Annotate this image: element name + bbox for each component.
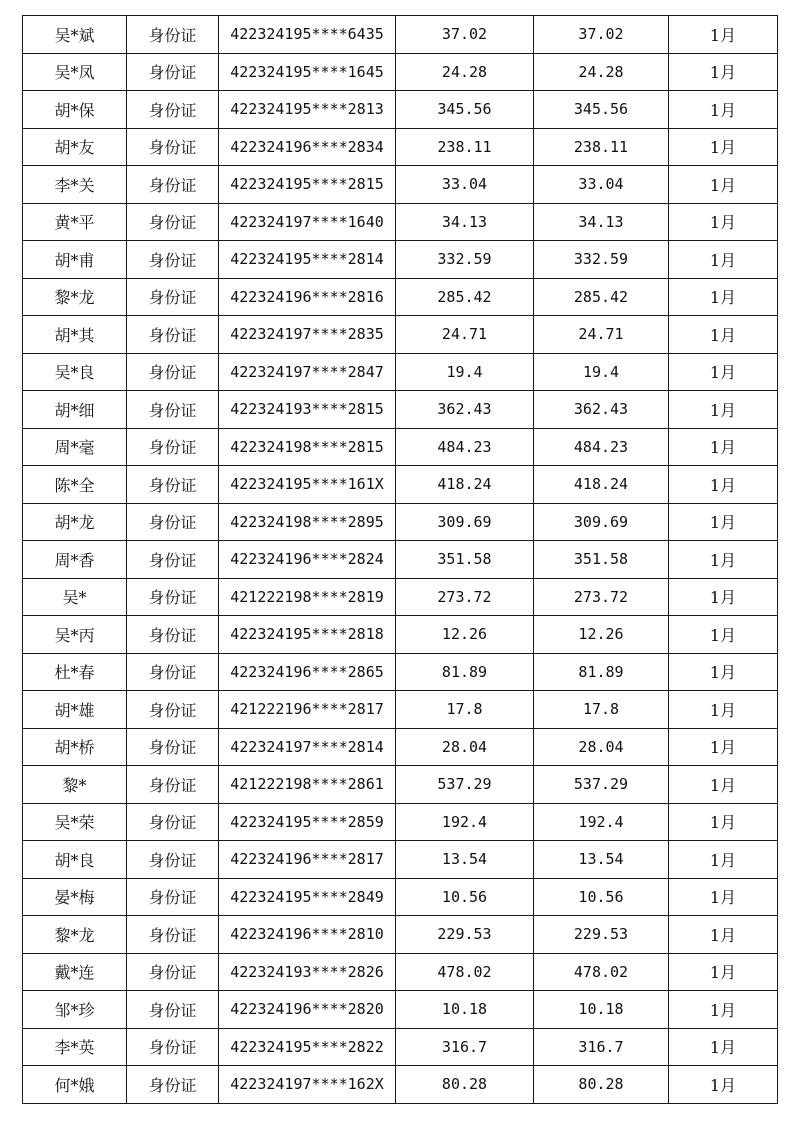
month-cell: 1月 <box>669 653 778 691</box>
table-row <box>23 53 778 91</box>
person-name-cell: 李*英 <box>23 1028 127 1066</box>
id-type-cell: 身份证 <box>127 128 219 166</box>
id-type-cell: 身份证 <box>127 466 219 504</box>
amount-paid-cell: 37.02 <box>534 16 669 54</box>
amount-cell: 285.42 <box>396 278 534 316</box>
amount-cell: 537.29 <box>396 766 534 804</box>
month-cell: 1月 <box>669 616 778 654</box>
person-name-cell: 周*毫 <box>23 428 127 466</box>
person-name-cell: 胡*细 <box>23 391 127 429</box>
id-type-cell: 身份证 <box>127 1028 219 1066</box>
month-cell: 1月 <box>669 691 778 729</box>
person-name-cell: 吴* <box>23 578 127 616</box>
id-number-cell: 422324195****1645 <box>219 53 396 91</box>
table-row <box>23 803 778 841</box>
month-cell: 1月 <box>669 916 778 954</box>
amount-cell: 332.59 <box>396 241 534 279</box>
amount-cell: 229.53 <box>396 916 534 954</box>
person-name-cell: 邹*珍 <box>23 991 127 1029</box>
table-row <box>23 916 778 954</box>
roster-table-body <box>23 16 778 1104</box>
person-name-cell: 胡*友 <box>23 128 127 166</box>
amount-cell: 362.43 <box>396 391 534 429</box>
id-type-cell: 身份证 <box>127 691 219 729</box>
month-cell: 1月 <box>669 128 778 166</box>
amount-cell: 238.11 <box>396 128 534 166</box>
table-row <box>23 203 778 241</box>
month-cell: 1月 <box>669 391 778 429</box>
table-row <box>23 241 778 279</box>
amount-paid-cell: 10.56 <box>534 878 669 916</box>
table-row <box>23 503 778 541</box>
id-type-cell: 身份证 <box>127 428 219 466</box>
table-row <box>23 691 778 729</box>
amount-paid-cell: 24.28 <box>534 53 669 91</box>
id-type-cell: 身份证 <box>127 278 219 316</box>
id-type-cell: 身份证 <box>127 841 219 879</box>
amount-paid-cell: 33.04 <box>534 166 669 204</box>
id-type-cell: 身份证 <box>127 653 219 691</box>
id-number-cell: 422324197****2814 <box>219 728 396 766</box>
id-number-cell: 422324195****2849 <box>219 878 396 916</box>
amount-paid-cell: 537.29 <box>534 766 669 804</box>
id-type-cell: 身份证 <box>127 391 219 429</box>
amount-cell: 10.56 <box>396 878 534 916</box>
id-type-cell: 身份证 <box>127 616 219 654</box>
table-row <box>23 728 778 766</box>
month-cell: 1月 <box>669 353 778 391</box>
table-row <box>23 578 778 616</box>
person-name-cell: 吴*良 <box>23 353 127 391</box>
month-cell: 1月 <box>669 466 778 504</box>
person-name-cell: 周*香 <box>23 541 127 579</box>
id-type-cell: 身份证 <box>127 953 219 991</box>
amount-cell: 37.02 <box>396 16 534 54</box>
id-number-cell: 422324196****2820 <box>219 991 396 1029</box>
id-number-cell: 422324193****2826 <box>219 953 396 991</box>
person-name-cell: 何*娥 <box>23 1066 127 1104</box>
id-number-cell: 422324196****2816 <box>219 278 396 316</box>
amount-paid-cell: 28.04 <box>534 728 669 766</box>
id-type-cell: 身份证 <box>127 91 219 129</box>
table-row <box>23 841 778 879</box>
id-number-cell: 422324195****2859 <box>219 803 396 841</box>
amount-cell: 33.04 <box>396 166 534 204</box>
id-type-cell: 身份证 <box>127 16 219 54</box>
person-name-cell: 黄*平 <box>23 203 127 241</box>
amount-paid-cell: 418.24 <box>534 466 669 504</box>
id-type-cell: 身份证 <box>127 803 219 841</box>
month-cell: 1月 <box>669 53 778 91</box>
id-number-cell: 422324196****2810 <box>219 916 396 954</box>
id-type-cell: 身份证 <box>127 353 219 391</box>
amount-cell: 309.69 <box>396 503 534 541</box>
amount-paid-cell: 19.4 <box>534 353 669 391</box>
amount-cell: 28.04 <box>396 728 534 766</box>
month-cell: 1月 <box>669 503 778 541</box>
table-row <box>23 428 778 466</box>
table-row <box>23 466 778 504</box>
month-cell: 1月 <box>669 91 778 129</box>
month-cell: 1月 <box>669 241 778 279</box>
table-row <box>23 953 778 991</box>
id-number-cell: 421222196****2817 <box>219 691 396 729</box>
table-row <box>23 1028 778 1066</box>
amount-paid-cell: 332.59 <box>534 241 669 279</box>
amount-paid-cell: 12.26 <box>534 616 669 654</box>
roster-table <box>22 15 778 1104</box>
amount-cell: 418.24 <box>396 466 534 504</box>
person-name-cell: 黎*龙 <box>23 278 127 316</box>
person-name-cell: 胡*甫 <box>23 241 127 279</box>
amount-cell: 81.89 <box>396 653 534 691</box>
month-cell: 1月 <box>669 1028 778 1066</box>
id-type-cell: 身份证 <box>127 203 219 241</box>
amount-paid-cell: 362.43 <box>534 391 669 429</box>
person-name-cell: 吴*凤 <box>23 53 127 91</box>
amount-cell: 19.4 <box>396 353 534 391</box>
id-number-cell: 422324195****2815 <box>219 166 396 204</box>
table-row <box>23 991 778 1029</box>
id-type-cell: 身份证 <box>127 878 219 916</box>
id-number-cell: 422324195****2822 <box>219 1028 396 1066</box>
id-type-cell: 身份证 <box>127 766 219 804</box>
table-row <box>23 1066 778 1104</box>
amount-cell: 478.02 <box>396 953 534 991</box>
amount-paid-cell: 309.69 <box>534 503 669 541</box>
table-row <box>23 16 778 54</box>
id-type-cell: 身份证 <box>127 991 219 1029</box>
table-row <box>23 878 778 916</box>
person-name-cell: 黎*龙 <box>23 916 127 954</box>
person-name-cell: 吴*丙 <box>23 616 127 654</box>
amount-paid-cell: 351.58 <box>534 541 669 579</box>
amount-cell: 273.72 <box>396 578 534 616</box>
person-name-cell: 胡*龙 <box>23 503 127 541</box>
month-cell: 1月 <box>669 953 778 991</box>
amount-cell: 10.18 <box>396 991 534 1029</box>
id-type-cell: 身份证 <box>127 728 219 766</box>
person-name-cell: 陈*全 <box>23 466 127 504</box>
month-cell: 1月 <box>669 203 778 241</box>
month-cell: 1月 <box>669 578 778 616</box>
id-number-cell: 422324197****2847 <box>219 353 396 391</box>
amount-paid-cell: 34.13 <box>534 203 669 241</box>
month-cell: 1月 <box>669 316 778 354</box>
table-row <box>23 166 778 204</box>
amount-cell: 12.26 <box>396 616 534 654</box>
table-row <box>23 353 778 391</box>
person-name-cell: 胡*其 <box>23 316 127 354</box>
id-number-cell: 422324195****161X <box>219 466 396 504</box>
amount-cell: 17.8 <box>396 691 534 729</box>
id-type-cell: 身份证 <box>127 241 219 279</box>
amount-paid-cell: 81.89 <box>534 653 669 691</box>
id-number-cell: 421222198****2861 <box>219 766 396 804</box>
amount-cell: 484.23 <box>396 428 534 466</box>
amount-paid-cell: 478.02 <box>534 953 669 991</box>
person-name-cell: 胡*雄 <box>23 691 127 729</box>
amount-paid-cell: 285.42 <box>534 278 669 316</box>
person-name-cell: 杜*春 <box>23 653 127 691</box>
amount-cell: 316.7 <box>396 1028 534 1066</box>
month-cell: 1月 <box>669 991 778 1029</box>
table-row <box>23 128 778 166</box>
amount-paid-cell: 229.53 <box>534 916 669 954</box>
amount-paid-cell: 238.11 <box>534 128 669 166</box>
person-name-cell: 胡*良 <box>23 841 127 879</box>
person-name-cell: 胡*桥 <box>23 728 127 766</box>
amount-cell: 13.54 <box>396 841 534 879</box>
amount-paid-cell: 17.8 <box>534 691 669 729</box>
table-row <box>23 616 778 654</box>
amount-cell: 24.28 <box>396 53 534 91</box>
person-name-cell: 吴*荣 <box>23 803 127 841</box>
id-number-cell: 422324195****2814 <box>219 241 396 279</box>
id-number-cell: 422324196****2824 <box>219 541 396 579</box>
amount-paid-cell: 316.7 <box>534 1028 669 1066</box>
id-number-cell: 422324195****2813 <box>219 91 396 129</box>
table-row <box>23 391 778 429</box>
month-cell: 1月 <box>669 841 778 879</box>
month-cell: 1月 <box>669 766 778 804</box>
amount-cell: 192.4 <box>396 803 534 841</box>
id-number-cell: 422324196****2834 <box>219 128 396 166</box>
person-name-cell: 晏*梅 <box>23 878 127 916</box>
person-name-cell: 吴*斌 <box>23 16 127 54</box>
amount-paid-cell: 484.23 <box>534 428 669 466</box>
id-type-cell: 身份证 <box>127 503 219 541</box>
id-number-cell: 422324197****2835 <box>219 316 396 354</box>
document-page <box>22 15 777 1104</box>
table-row <box>23 278 778 316</box>
amount-paid-cell: 273.72 <box>534 578 669 616</box>
amount-cell: 34.13 <box>396 203 534 241</box>
id-type-cell: 身份证 <box>127 316 219 354</box>
month-cell: 1月 <box>669 428 778 466</box>
month-cell: 1月 <box>669 878 778 916</box>
amount-paid-cell: 24.71 <box>534 316 669 354</box>
table-row <box>23 91 778 129</box>
id-type-cell: 身份证 <box>127 916 219 954</box>
month-cell: 1月 <box>669 541 778 579</box>
month-cell: 1月 <box>669 166 778 204</box>
person-name-cell: 李*关 <box>23 166 127 204</box>
amount-paid-cell: 13.54 <box>534 841 669 879</box>
table-row <box>23 766 778 804</box>
amount-cell: 345.56 <box>396 91 534 129</box>
amount-paid-cell: 192.4 <box>534 803 669 841</box>
amount-paid-cell: 10.18 <box>534 991 669 1029</box>
id-number-cell: 422324196****2865 <box>219 653 396 691</box>
person-name-cell: 戴*连 <box>23 953 127 991</box>
id-type-cell: 身份证 <box>127 1066 219 1104</box>
month-cell: 1月 <box>669 1066 778 1104</box>
id-number-cell: 422324193****2815 <box>219 391 396 429</box>
person-name-cell: 黎* <box>23 766 127 804</box>
id-number-cell: 422324196****2817 <box>219 841 396 879</box>
amount-paid-cell: 345.56 <box>534 91 669 129</box>
amount-paid-cell: 80.28 <box>534 1066 669 1104</box>
month-cell: 1月 <box>669 278 778 316</box>
id-number-cell: 422324198****2815 <box>219 428 396 466</box>
id-number-cell: 422324195****2818 <box>219 616 396 654</box>
id-number-cell: 421222198****2819 <box>219 578 396 616</box>
person-name-cell: 胡*保 <box>23 91 127 129</box>
id-type-cell: 身份证 <box>127 541 219 579</box>
month-cell: 1月 <box>669 16 778 54</box>
id-type-cell: 身份证 <box>127 166 219 204</box>
table-row <box>23 541 778 579</box>
table-row <box>23 653 778 691</box>
amount-cell: 351.58 <box>396 541 534 579</box>
table-row <box>23 316 778 354</box>
id-number-cell: 422324198****2895 <box>219 503 396 541</box>
month-cell: 1月 <box>669 728 778 766</box>
id-number-cell: 422324197****162X <box>219 1066 396 1104</box>
id-number-cell: 422324197****1640 <box>219 203 396 241</box>
amount-cell: 24.71 <box>396 316 534 354</box>
id-type-cell: 身份证 <box>127 578 219 616</box>
id-number-cell: 422324195****6435 <box>219 16 396 54</box>
id-type-cell: 身份证 <box>127 53 219 91</box>
amount-cell: 80.28 <box>396 1066 534 1104</box>
month-cell: 1月 <box>669 803 778 841</box>
